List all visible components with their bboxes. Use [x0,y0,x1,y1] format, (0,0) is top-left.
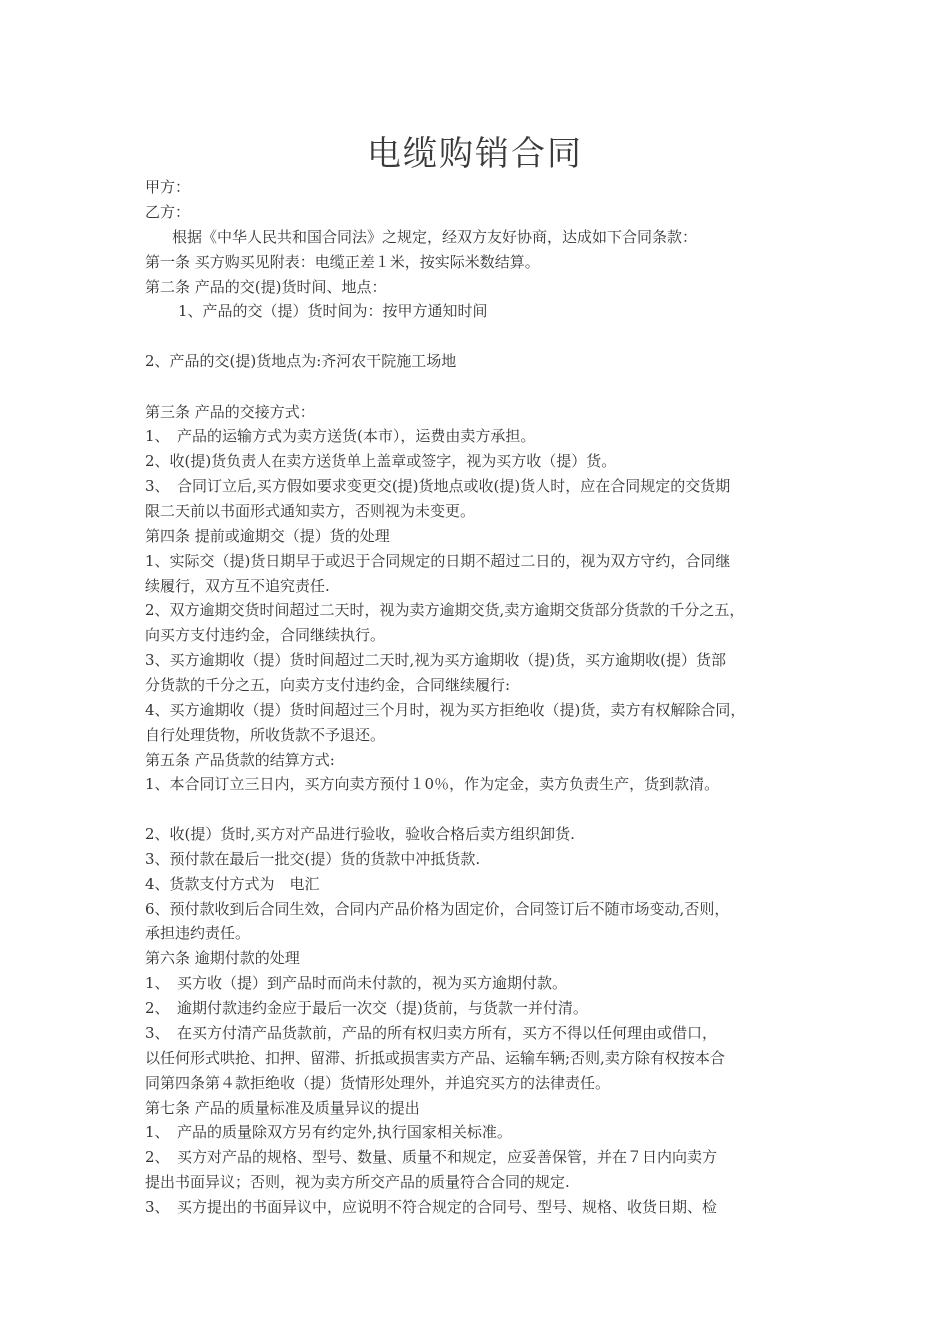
clause-4-item-3-cont: 分货款的千分之五，向卖方支付违约金，合同继续履行: [145,676,511,694]
clause-4-item-3: 3、买方逾期收（提）货时间超过二天时,视为买方逾期收（提)货，买方逾期收(提）货部 [145,651,727,669]
clause-3-item-3: 3、 合同订立后,买方假如要求变更交(提)货地点或收(提)货人时，应在合同规定的交货期 [145,477,731,495]
clause-6-item-3-cont-2: 同第四条第４款拒绝收（提）货情形处理外，并追究买方的法律责任。 [145,1074,611,1092]
clause-2-item-1: 1、产品的交（提）货时间为：按甲方通知时间 [178,302,488,320]
clause-3-item-2: 2、收(提)货负责人在卖方送货单上盖章或签字，视为买方收（提）货。 [145,452,617,470]
clause-4-item-2-cont: 向买方支付违约金，合同继续执行。 [145,626,386,644]
clause-6-item-3: 3、 在买方付清产品货款前，产品的所有权归卖方所有，买方不得以任何理由或借口， [145,1024,718,1042]
party-b-line: 乙方： [145,203,191,221]
clause-3-heading: 第三条 产品的交接方式： [145,403,315,421]
clause-7-item-1: 1、 产品的质量除双方另有约定外,执行国家相关标准。 [145,1123,512,1141]
party-a-line: 甲方： [145,178,191,196]
clause-7-heading: 第七条 产品的质量标准及质量异议的提出 [145,1099,420,1117]
clause-5-item-2: 2、收(提）货时,买方对产品进行验收，验收合格后卖方组织卸货. [145,825,575,843]
clause-5-item-6: 6、预付款收到后合同生效，合同内产品价格为固定价，合同签订后不随市场变动,否则， [145,900,730,918]
clause-5-item-6-cont: 承担违约责任。 [145,924,251,942]
clause-4-item-1-cont: 续履行，双方互不追究责任. [145,577,330,595]
preamble-line: 根据《中华人民共和国合同法》之规定，经双方友好协商，达成如下合同条款： [172,228,698,246]
clause-4-item-2: 2、双方逾期交货时间超过二天时，视为卖方逾期交货,卖方逾期交货部分货款的千分之五， [145,601,745,619]
clause-1-line: 第一条 买方购买见附表：电缆正差１米，按实际米数结算。 [145,253,540,271]
clause-2-item-2: 2、产品的交(提)货地点为:齐河农干院施工场地 [145,352,457,370]
clause-3-item-3-cont: 限二天前以书面形式通知卖方，否则视为未变更。 [145,502,476,520]
clause-5-item-1: 1、本合同订立三日内，买方向卖方预付１0％，作为定金，卖方负责生产，货到款清。 [145,775,720,793]
clause-5-item-4: 4、货款支付方式为 电汇 [145,875,320,893]
clause-7-item-2-cont: 提出书面异议；否则，视为卖方所交产品的质量符合合同的规定. [145,1173,570,1191]
clause-6-item-3-cont-1: 以任何形式哄抢、扣押、留滞、折抵或损害卖方产品、运输车辆;否则,卖方除有权按本合 [145,1049,725,1067]
clause-5-item-3: 3、预付款在最后一批交(提）货的货款中冲抵货款. [145,850,481,868]
clause-2-heading: 第二条 产品的交(提)货时间、地点： [145,278,387,296]
clause-4-item-4-cont: 自行处理货物，所收货款不予退还。 [145,726,386,744]
document-title: 电缆购销合同 [367,134,583,174]
clause-5-heading: 第五条 产品货款的结算方式: [145,751,335,769]
clause-7-item-2: 2、 买方对产品的规格、型号、数量、质量不和规定，应妥善保管，并在７日内向卖方 [145,1148,718,1166]
clause-6-heading: 第六条 逾期付款的处理 [145,949,300,967]
clause-6-item-2: 2、 逾期付款违约金应于最后一次交（提)货前，与货款一并付清。 [145,999,588,1017]
clause-4-item-4: 4、买方逾期收（提）货时间超过三个月时，视为买方拒绝收（提)货，卖方有权解除合同， [145,701,746,719]
clause-4-item-1: 1、实际交（提)货日期早于或迟于合同规定的日期不超过二日的，视为双方守约，合同继 [145,552,731,570]
clause-6-item-1: 1、 买方收（提）到产品时而尚未付款的，视为买方逾期付款。 [145,974,568,992]
clause-7-item-3: 3、 买方提出的书面异议中，应说明不符合规定的合同号、型号、规格、收货日期、检 [145,1198,718,1216]
clause-4-heading: 第四条 提前或逾期交（提）货的处理 [145,527,390,545]
clause-3-item-1: 1、 产品的运输方式为卖方送货(本市），运费由卖方承担。 [145,427,536,445]
